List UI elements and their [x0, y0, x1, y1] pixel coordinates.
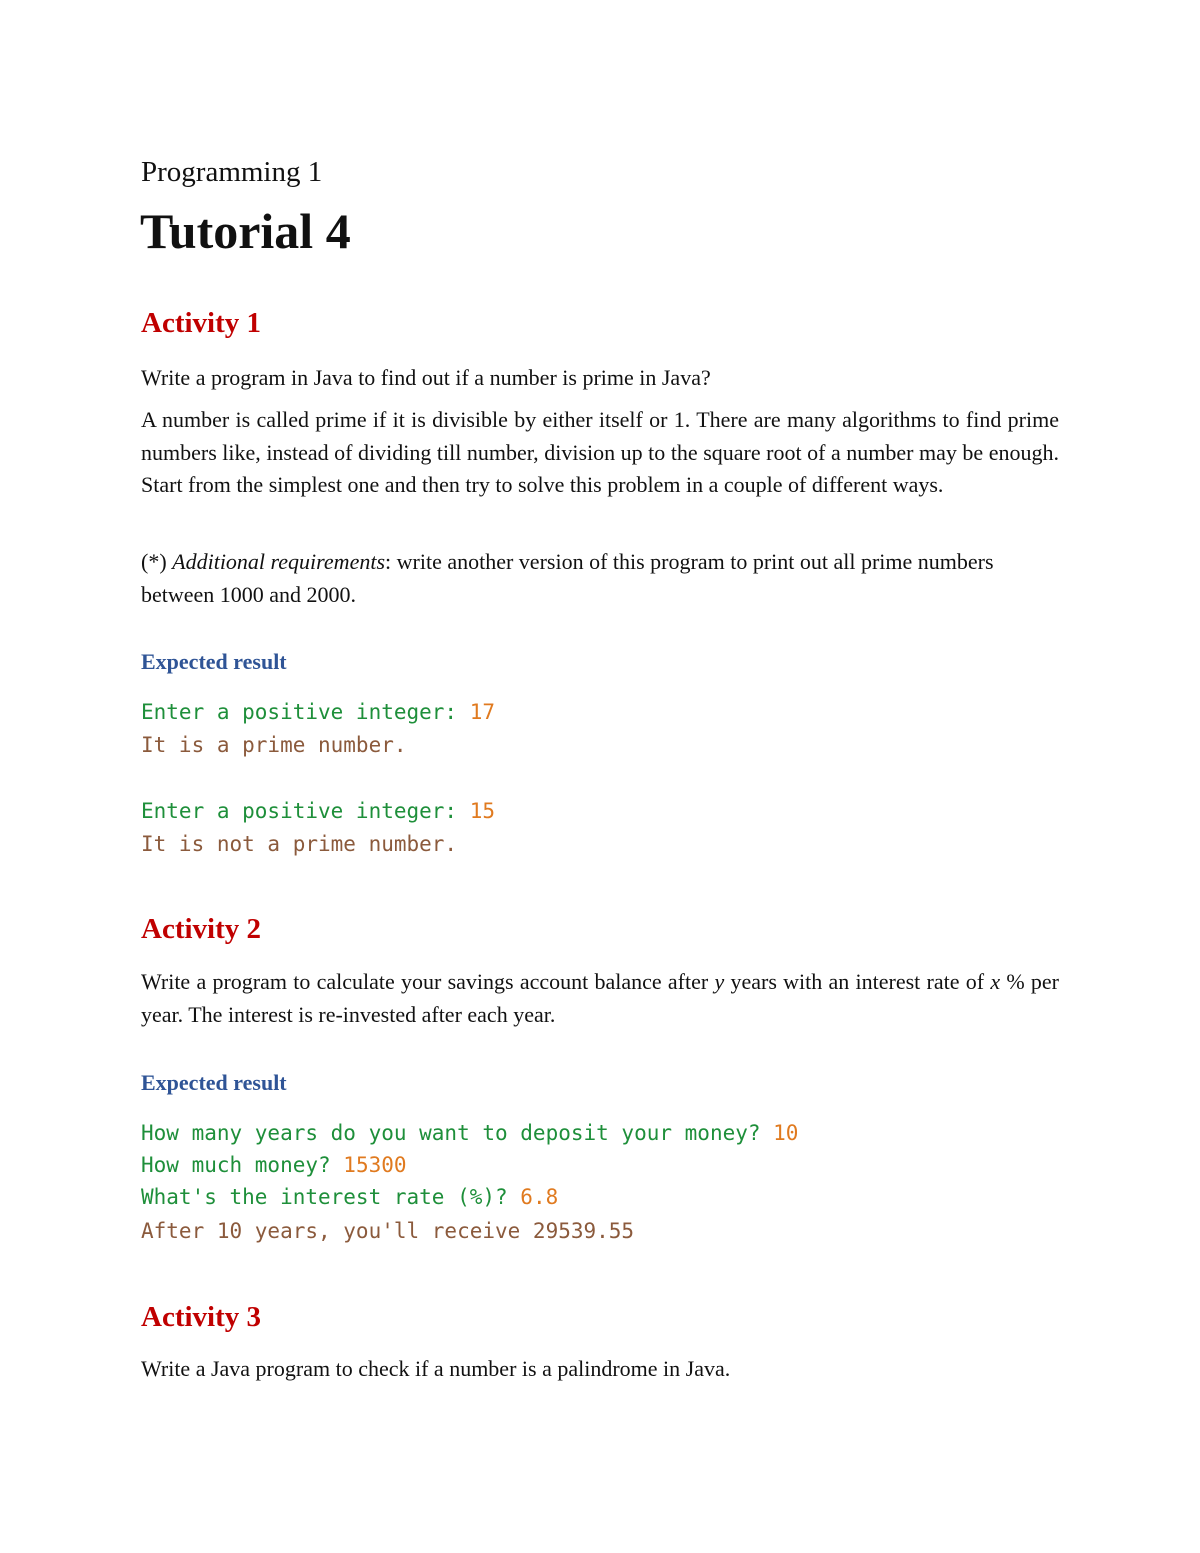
activity-3-heading: Activity 3 [141, 1301, 261, 1333]
activity-1-expected-heading: Expected result [141, 649, 287, 674]
activity-3-question: Write a Java program to check if a number is a palindrome in Java. [141, 1356, 731, 1381]
page-title: Tutorial 4 [140, 203, 351, 259]
activity-1-additional-requirements [141, 546, 1059, 611]
console-output: After 10 years, you'll receive 29539.55 [141, 1219, 635, 1243]
variable-x: x [990, 969, 1001, 994]
desc-text: Write a program to calculate your savings account balance after [141, 969, 715, 994]
console-input: 15 [469, 799, 496, 823]
console-line [141, 1182, 558, 1212]
additional-prefix: (*) [141, 549, 173, 574]
additional-text: : write another version of this program to print out all prime numbers between 1000 and 2000. [141, 549, 994, 607]
console-input: 6.8 [520, 1185, 559, 1209]
console-line [141, 1118, 798, 1148]
console-input: 17 [469, 700, 496, 724]
activity-2-description [141, 966, 1059, 1031]
console-input: 15300 [343, 1153, 407, 1177]
console-prompt: Enter a positive integer: [141, 799, 470, 823]
activity-2-expected-heading: Expected result [141, 1070, 287, 1095]
console-output: It is not a prime number. [141, 832, 458, 856]
additional-label: Additional requirements [172, 549, 386, 574]
console-prompt: What's the interest rate (%)? [141, 1185, 521, 1209]
activity-1-description: A number is called prime if it is divisible by either itself or 1. There are many algorithms to find prime numbers like, instead of dividing till number, division up to the square root of a number may be enough. Start from the simplest one and then try to solve this problem in a couple of different ways. [141, 407, 1059, 497]
course-name: Programming 1 [141, 156, 323, 188]
console-input: 10 [773, 1121, 799, 1145]
console-output: It is a prime number. [141, 733, 407, 757]
activity-1-heading: Activity 1 [141, 307, 261, 339]
console-prompt: How much money? [141, 1153, 344, 1177]
console-prompt: How many years do you want to deposit your money? [141, 1121, 774, 1145]
console-line [141, 1150, 407, 1180]
desc-text: years with an interest rate of [724, 969, 991, 994]
desc-text: % per year. The interest is re-invested after each year. [141, 969, 1060, 1027]
console-line [141, 796, 495, 826]
variable-y: y [714, 969, 725, 994]
console-line [141, 697, 495, 727]
activity-1-question: Write a program in Java to find out if a number is prime in Java? [141, 365, 711, 390]
console-prompt: Enter a positive integer: [141, 700, 470, 724]
activity-2-heading: Activity 2 [141, 913, 261, 945]
